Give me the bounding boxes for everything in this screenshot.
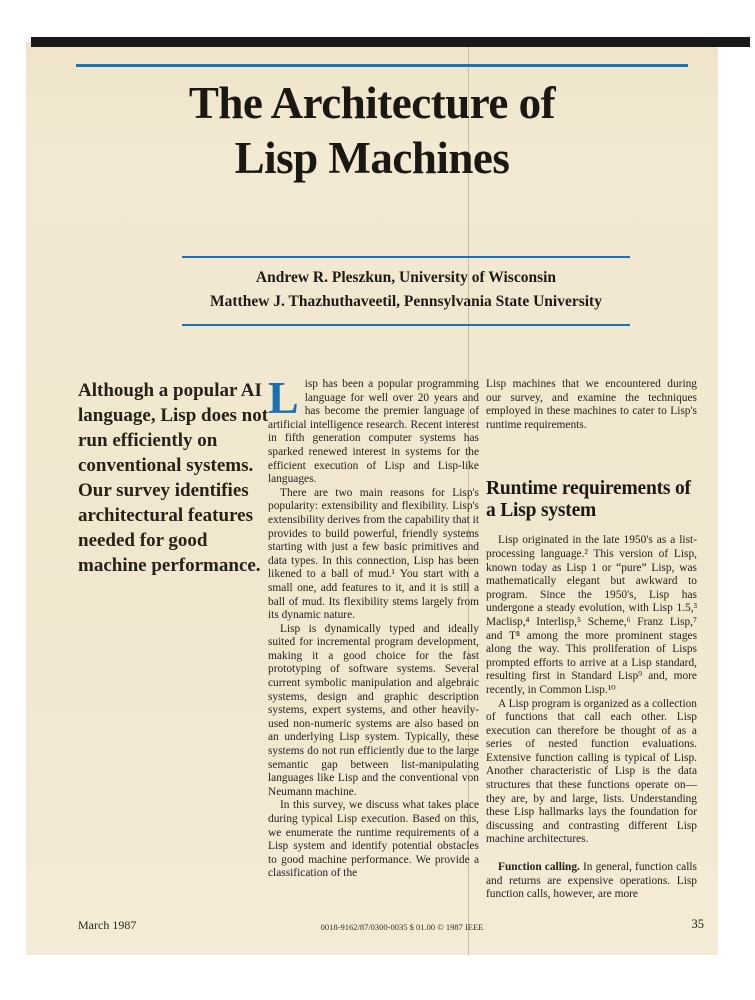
paragraph: There are two main reasons for Lisp's popularity: extensibility and flexibility. Lisp's extensibility derives from the capability that it provides to build powerful, friendly systems starting with just a few basic primitives and data types. In this connection, Lisp has been likened to a ball of mud.¹ You start with a small one, add features to it, and it is still a ball of mud. Its flexibility stems largely from its dynamic nature. <box>268 486 479 622</box>
section-heading: Runtime requirements of a Lisp system <box>486 478 691 522</box>
author-line-2: Matthew J. Thazhuthaveetil, Pennsylvania State University <box>210 293 602 310</box>
paragraph <box>486 861 697 902</box>
body-column-2 <box>486 378 697 902</box>
paragraph-text: In general, function calls and returns are expensive operations. Lisp function calls, however, are more <box>486 861 697 901</box>
paragraph-text: isp has been a popular programming language for well over 20 years and has become the premier language of artificial intelligence research. Recent interest in fifth generation computer systems has sparked renewed interest in systems for the efficient execution of Lisp and Lisp-like languages. <box>268 378 479 486</box>
article-title <box>26 76 718 186</box>
paragraph: In this survey, we discuss what takes place during typical Lisp execution. Based on this, we enumerate the runtime requirements of a Lisp system and identify potential obstacles to good machine performance. We provide a classification of the <box>268 799 479 880</box>
footer-issue-date: March 1987 <box>78 918 137 932</box>
scan-top-edge-band <box>31 37 750 47</box>
article-title-line-2: Lisp Machines <box>234 133 510 183</box>
paragraph: Lisp is dynamically typed and ideally suited for incremental program development, making it a good choice for the fast prototyping of software systems. Several current symbolic manipulation and algebraic systems, design and graphic description systems, expert systems, and other heavily-used non-numeric systems are also based on an underlying Lisp system. Typically, these systems do not run efficiently due to the large semantic gap between list-manipulating languages like Lisp and the conventional von Neumann machine. <box>268 622 479 798</box>
paragraph-run-in-heading: Function calling. <box>498 861 580 874</box>
magazine-page <box>26 42 718 955</box>
article-title-line-1: The Architecture of <box>188 78 556 128</box>
title-rule <box>76 64 688 67</box>
body-column-1 <box>268 372 479 881</box>
author-line-1: Andrew R. Pleszkun, University of Wisconsin <box>255 269 557 286</box>
footer-copyright-line: 0018-9162/87/0300-0035 $ 01.00 © 1987 IEEE <box>320 922 484 932</box>
paragraph: Lisp originated in the late 1950's as a list-processing language.² This version of Lisp, known today as Lisp 1 or “pure” Lisp, was mathematically elegant but awkward to program. Since the 1950's, Lisp has undergone a steady evolution, with Lisp 1.5,³ Maclisp,⁴ Interlisp,⁵ Scheme,⁶ Franz Lisp,⁷ and T⁸ among the more prominent stages along the way. This proliferation of Lisps prompted efforts to arrive at a Lisp standard, resulting first in Standard Lisp⁹ and, more recently, in Common Lisp.¹⁰ <box>486 534 697 696</box>
author-block <box>182 256 630 326</box>
paragraph: Lisp machines that we encountered during our survey, and examine the techniques employed in these machines to cater to Lisp's runtime requirements. <box>486 378 697 431</box>
drop-cap-letter: L <box>268 372 299 423</box>
paragraph <box>268 372 479 487</box>
footer-page-number: 35 <box>691 917 704 931</box>
pull-quote: Although a popular AI language, Lisp does not run efficiently on conventional systems. Our survey identifies architectural features needed for good machine performance. <box>78 380 269 576</box>
paragraph: A Lisp program is organized as a collection of functions that call each other. Lisp execution can therefore be thought of as a series of nested function evaluations. Extensive function calling is typical of Lisp. Another characteristic of Lisp is the data structures that these functions operate on—they are, by and large, lists. Understanding these Lisp hallmarks lays the foundation for discussing and contrasting different Lisp machine architectures. <box>486 697 697 846</box>
